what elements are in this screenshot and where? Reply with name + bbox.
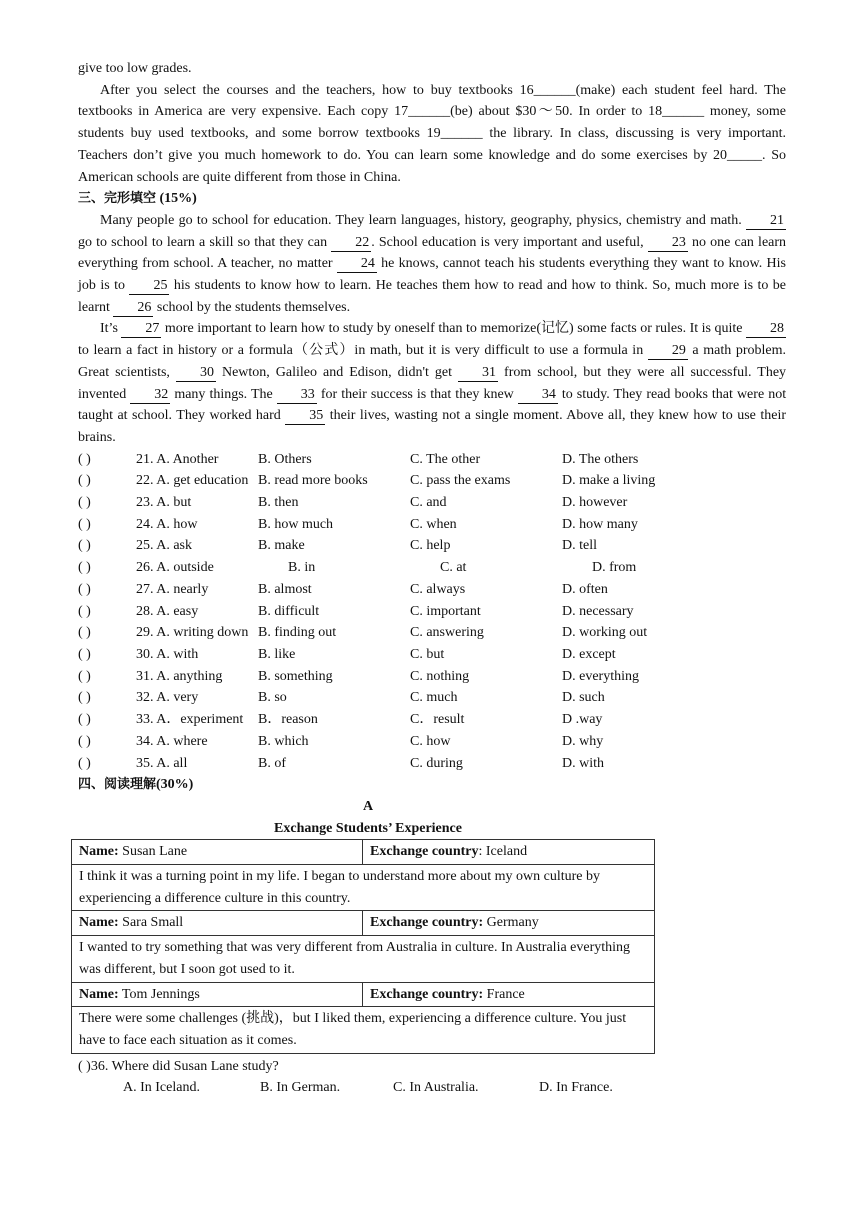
option-d: D. necessary: [562, 603, 634, 619]
option-c: C. and: [410, 495, 447, 511]
option-d: D. such: [562, 690, 605, 706]
cloze-text: a math problem. Great scientists,: [78, 343, 786, 380]
student-name: Sara Small: [122, 915, 184, 931]
student-header-row: [72, 911, 655, 936]
country-label: Exchange country: [370, 986, 479, 1002]
cloze-text: from school, but they were all successful. They invented: [78, 364, 787, 402]
answer-paren[interactable]: ( ): [78, 755, 91, 771]
cloze-options: [78, 449, 655, 775]
option-b: B. Others: [258, 451, 312, 467]
student-name-cell: [72, 911, 363, 936]
question-row: [78, 644, 655, 666]
option-c: C. much: [410, 690, 458, 706]
cloze-text: his students to know how to learn. He teaches them how to read and how to think. So, much more is to be learnt: [78, 278, 787, 315]
cloze-blank-31[interactable]: 31: [458, 365, 498, 382]
option-a: 29. A. writing down: [136, 625, 249, 641]
cloze-blank-21[interactable]: 21: [746, 213, 786, 230]
question-row: [78, 687, 655, 709]
option-c: C. at: [440, 560, 467, 576]
question-row: [78, 601, 655, 623]
cloze-blank-33[interactable]: 33: [277, 387, 317, 404]
prev-line: give too low grades.: [78, 61, 192, 76]
option-a: 35. A. all: [136, 755, 188, 771]
student-header-row: [72, 982, 655, 1007]
option-c: C. pass the exams: [410, 473, 511, 489]
option-b: B. so: [258, 690, 287, 706]
option-c: C. important: [410, 603, 481, 619]
cloze-blank-24[interactable]: 24: [337, 256, 377, 273]
option-c: C. help: [410, 538, 451, 554]
option-b: B. which: [258, 733, 309, 749]
cloze-blank-28[interactable]: 28: [746, 321, 786, 338]
answer-paren[interactable]: ( ): [78, 625, 91, 641]
option-a: 25. A. ask: [136, 538, 192, 554]
option-c: C. how: [410, 733, 451, 749]
cloze-blank-35[interactable]: 35: [285, 408, 325, 425]
option-d: D. tell: [562, 538, 597, 554]
country-label: Exchange country: [370, 915, 479, 931]
option-a: 32. A. very: [136, 690, 199, 706]
answer-paren[interactable]: ( ): [78, 1058, 91, 1074]
option-d: D. everything: [562, 668, 639, 684]
question-36: [78, 1056, 786, 1078]
student-header-row: [72, 840, 655, 865]
option-d: D. from: [592, 560, 637, 576]
student-experience: I wanted to try something that was very different from Australia in culture. In Australia everything was different, but I soon got used to it.: [72, 936, 655, 982]
option-c: C. but: [410, 646, 445, 662]
answer-paren[interactable]: ( ): [78, 473, 91, 489]
option-c: C. The other: [410, 451, 481, 467]
question-text: 36. Where did Susan Lane study?: [90, 1058, 279, 1074]
cloze-blank-30[interactable]: 30: [176, 365, 216, 382]
option-d: D. working out: [562, 625, 648, 641]
question-row: [78, 535, 655, 557]
option-d: D .way: [562, 712, 603, 728]
option-b: B．reason: [258, 712, 318, 728]
option-d: D. often: [562, 581, 608, 597]
question-row: [78, 666, 655, 688]
question-row: [78, 492, 655, 514]
question-row: [78, 557, 655, 579]
answer-paren[interactable]: ( ): [78, 538, 91, 554]
cloze-text: Many people go to school for education. They learn languages, history, geography, physics, chemistry and math.: [100, 212, 742, 228]
answer-paren[interactable]: ( ): [78, 712, 91, 728]
option-d: D. make a living: [562, 473, 656, 489]
answer-paren[interactable]: ( ): [78, 690, 91, 706]
option-a: 22. A. get education: [136, 473, 249, 489]
option-d: D. how many: [562, 516, 638, 532]
answer-paren[interactable]: ( ): [78, 451, 91, 467]
option-b: B. then: [258, 495, 299, 511]
country-separator: :: [478, 844, 483, 860]
section3-heading: [78, 188, 786, 210]
option-b: B. In German.: [260, 1080, 341, 1096]
cloze-text: go to school to learn a skill so that they can: [78, 234, 328, 250]
cloze-text: to study. They read books that were not taught at school. They worked hard: [78, 386, 787, 424]
answer-paren[interactable]: ( ): [78, 668, 91, 684]
section4-heading: [78, 774, 786, 796]
option-d: D. except: [562, 646, 616, 662]
section4-heading-zh: 四、阅读理解: [78, 777, 157, 793]
option-c: C．result: [410, 712, 465, 728]
option-b: B. read more books: [258, 473, 368, 489]
option-a: 27. A. nearly: [136, 581, 209, 597]
cloze-text: for their success is that they knew: [320, 386, 514, 402]
student-country: Iceland: [485, 844, 528, 860]
passage-title: Exchange Students’ Experience: [274, 820, 462, 836]
student-experience: There were some challenges (挑战)，but I liked them, experiencing a difference culture. You just have to face each situation as it comes.: [72, 1007, 655, 1053]
cloze-blank-23[interactable]: 23: [648, 235, 688, 252]
student-text-row: [72, 936, 655, 982]
option-b: B. like: [258, 646, 296, 662]
option-a: 28. A. easy: [136, 603, 199, 619]
student-name-cell: [72, 840, 363, 865]
student-country: Germany: [486, 915, 539, 931]
option-d: D. with: [562, 755, 604, 771]
exchange-students-table: [71, 839, 655, 1053]
option-b: B. something: [258, 668, 333, 684]
cloze-text: Newton, Galileo and Edison, didn't get: [221, 364, 452, 380]
cloze-text: to learn a fact in history or a formula（公式）in math, but it is very difficult to use a formula in: [78, 343, 644, 359]
question-row: [78, 731, 655, 753]
answer-paren[interactable]: ( ): [78, 733, 91, 749]
option-a: 34. A. where: [136, 733, 208, 749]
country-label: Exchange country: [370, 844, 479, 860]
name-label: Name:: [79, 915, 119, 931]
cloze-blank-25[interactable]: 25: [129, 278, 169, 295]
option-b: B. make: [258, 538, 305, 554]
option-c: C. answering: [410, 625, 484, 641]
student-name: Susan Lane: [122, 844, 188, 860]
cloze-blank-34[interactable]: 34: [518, 387, 558, 404]
option-a: 21. A. Another: [136, 451, 219, 467]
cloze-blank-29[interactable]: 29: [648, 343, 688, 360]
option-d: D. In France.: [539, 1080, 613, 1096]
option-d: D. why: [562, 733, 604, 749]
cloze-blank-26[interactable]: 26: [113, 300, 153, 317]
cloze-text: many things. The: [174, 386, 273, 402]
cloze-blank-32[interactable]: 32: [130, 387, 170, 404]
answer-paren[interactable]: ( ): [78, 495, 91, 511]
option-b: B. in: [288, 560, 316, 576]
student-name: Tom Jennings: [121, 986, 200, 1002]
question-row: [78, 470, 655, 492]
country-separator: :: [478, 986, 484, 1002]
option-c: C. nothing: [410, 668, 470, 684]
section3-heading-score: (15%): [159, 191, 197, 207]
prev-paragraph: After you select the courses and the teachers, how to buy textbooks 16______(make) each student feel hard. The textbooks in America are very expensive. Each copy 17______(be) about $30～50. In order to 18______ money, some students buy used textbooks, and some borrow textbooks 19______ the library. In class, discussing is very important. Teachers don’t give you much homework to do. You can learn some knowledge and do some exercises by 20_____. So American schools are quite different from those in China.: [78, 82, 786, 185]
student-country-cell: [363, 911, 655, 936]
answer-paren[interactable]: ( ): [78, 516, 91, 532]
answer-paren[interactable]: ( ): [78, 646, 91, 662]
question-row: [78, 449, 655, 471]
student-experience: I think it was a turning point in my life. I began to understand more about my own culture by experiencing a difference culture in this country.: [72, 865, 655, 911]
name-label: Name:: [79, 844, 119, 860]
option-c: C. during: [410, 755, 463, 771]
option-d: D. however: [562, 495, 628, 511]
option-c: C. In Australia.: [393, 1080, 479, 1096]
cloze-text: . School education is very important and useful,: [371, 234, 644, 250]
section3-heading-zh: 三、完形填空: [78, 191, 157, 207]
cloze-text: It’s: [100, 321, 118, 337]
cloze-blank-27[interactable]: 27: [121, 321, 161, 338]
student-country-cell: [363, 840, 655, 865]
option-a: 30. A. with: [136, 646, 199, 662]
section4-heading-score: (30%): [156, 777, 194, 793]
option-b: B. finding out: [258, 625, 337, 641]
option-b: B. how much: [258, 516, 334, 532]
worksheet-page: [78, 58, 786, 1099]
answer-paren[interactable]: ( ): [78, 581, 91, 597]
question-row: [78, 709, 655, 731]
option-b: B. almost: [258, 581, 312, 597]
option-a: A. In Iceland.: [123, 1080, 200, 1096]
option-a: 23. A. but: [136, 495, 192, 511]
cloze-text: no one can learn everything from school. A teacher, no matter: [78, 234, 787, 272]
option-b: B. of: [258, 755, 286, 771]
answer-paren[interactable]: ( ): [78, 560, 91, 576]
country-separator: :: [478, 915, 484, 931]
question-36-choices: [78, 1077, 786, 1099]
question-row: [78, 622, 655, 644]
student-text-row: [72, 1007, 655, 1053]
cloze-text: he knows, cannot teach his students everything they want to know. His job is to: [78, 256, 786, 294]
option-a: 26. A. outside: [136, 560, 214, 576]
option-c: C. always: [410, 581, 466, 597]
student-country-cell: [363, 982, 655, 1007]
cloze-paragraph-1: [78, 210, 786, 319]
cloze-blank-22[interactable]: 22: [331, 235, 371, 252]
student-country: France: [486, 986, 525, 1002]
option-b: B. difficult: [258, 603, 320, 619]
question-row: [78, 753, 655, 775]
answer-paren[interactable]: ( ): [78, 603, 91, 619]
option-c: C. when: [410, 516, 457, 532]
cloze-text: more important to learn how to study by oneself than to memorize(记忆) some facts or rules. It is quite: [164, 321, 743, 337]
passage-letter: A: [362, 798, 374, 814]
question-row: [78, 514, 655, 536]
question-row: [78, 579, 655, 601]
student-name-cell: [72, 982, 363, 1007]
option-a: 33. A．experiment: [136, 712, 244, 728]
student-text-row: [72, 865, 655, 911]
cloze-paragraph-2: [78, 318, 786, 448]
option-a: 31. A. anything: [136, 668, 223, 684]
option-a: 24. A. how: [136, 516, 198, 532]
cloze-text: school by the students themselves.: [156, 299, 351, 315]
option-d: D. The others: [562, 451, 639, 467]
cloze-text: their lives, wasting not a single moment. Above all, they knew how to use their brains.: [78, 408, 787, 445]
name-label: Name:: [79, 986, 119, 1002]
